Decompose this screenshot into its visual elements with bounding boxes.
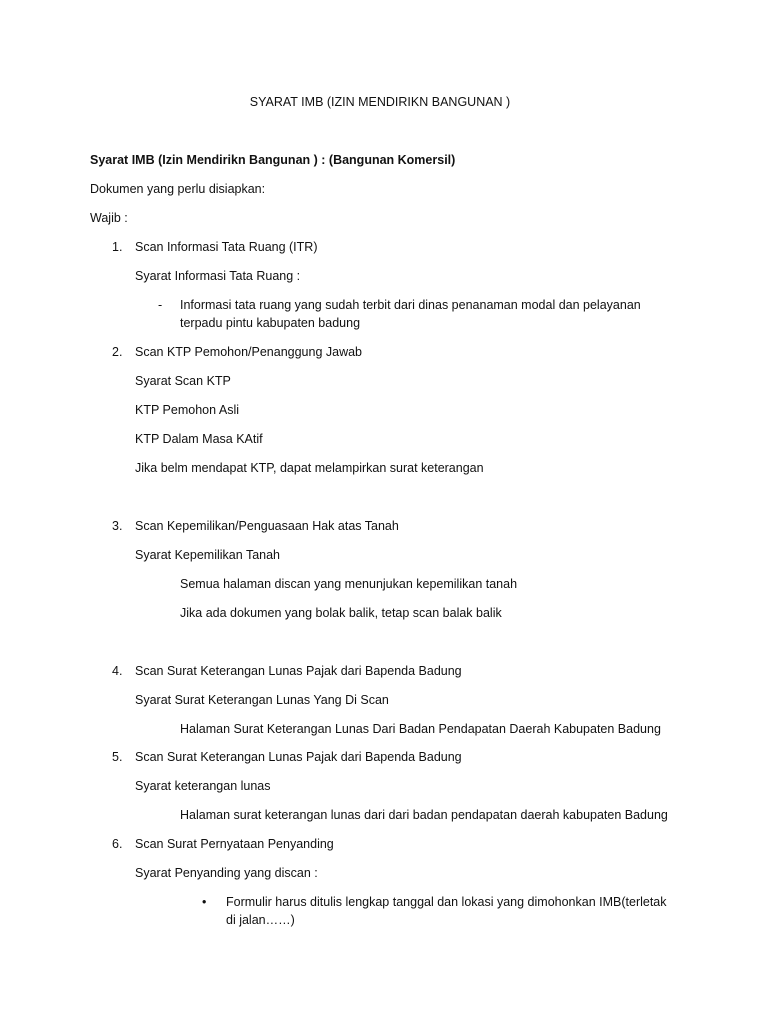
intro-text: Dokumen yang perlu disiapkan: <box>90 182 266 196</box>
item-number: 2. <box>112 345 123 359</box>
item-line: KTP Dalam Masa KAtif <box>135 432 263 446</box>
item-detail-line: di jalan……) <box>226 913 295 927</box>
item-requirement: Syarat keterangan lunas <box>135 779 271 793</box>
item-title: Scan Informasi Tata Ruang (ITR) <box>135 240 318 254</box>
item-requirement: Syarat Informasi Tata Ruang : <box>135 269 301 283</box>
item-number: 4. <box>112 664 123 678</box>
item-detail: Semua halaman discan yang menunjukan kepemilikan tanah <box>180 577 518 591</box>
item-number: 1. <box>112 240 123 254</box>
item-requirement: Syarat Kepemilikan Tanah <box>135 548 280 562</box>
item-line: KTP Pemohon Asli <box>135 403 239 417</box>
item-detail-line: Formulir harus ditulis lengkap tanggal dan lokasi yang dimohonkan IMB(terletak <box>226 895 667 909</box>
item-title: Scan Surat Pernyataan Penyanding <box>135 837 334 851</box>
item-number: 5. <box>112 750 123 764</box>
item-detail-line: terpadu pintu kabupaten badung <box>180 316 361 330</box>
item-line: Jika belm mendapat KTP, dapat melampirkan surat keterangan <box>135 461 484 475</box>
item-detail: Jika ada dokumen yang bolak balik, tetap scan balak balik <box>180 606 502 620</box>
item-title: Scan Kepemilikan/Penguasaan Hak atas Tanah <box>135 519 399 533</box>
item-detail-line: Informasi tata ruang yang sudah terbit dari dinas penanaman modal dan pelayanan <box>180 298 641 312</box>
document-subtitle: Syarat IMB (Izin Mendirikn Bangunan ) : (Bangunan Komersil) <box>90 153 456 167</box>
item-line: Syarat Scan KTP <box>135 374 231 388</box>
item-title: Scan KTP Pemohon/Penanggung Jawab <box>135 345 363 359</box>
item-number: 6. <box>112 837 123 851</box>
item-title: Scan Surat Keterangan Lunas Pajak dari Bapenda Badung <box>135 664 462 678</box>
item-title: Scan Surat Keterangan Lunas Pajak dari Bapenda Badung <box>135 750 462 764</box>
document-title: SYARAT IMB (IZIN MENDIRIKN BANGUNAN ) <box>249 95 511 109</box>
item-detail: Halaman surat keterangan lunas dari dari badan pendapatan daerah kabupaten Badung <box>180 808 668 822</box>
wajib-label: Wajib : <box>90 211 128 225</box>
item-requirement: Syarat Penyanding yang discan : <box>135 866 318 880</box>
item-number: 3. <box>112 519 123 533</box>
dash-marker: - <box>158 298 163 312</box>
item-requirement: Syarat Surat Keterangan Lunas Yang Di Scan <box>135 693 389 707</box>
item-detail: Halaman Surat Keterangan Lunas Dari Badan Pendapatan Daerah Kabupaten Badung <box>180 722 661 736</box>
bullet-marker: • <box>202 895 207 909</box>
